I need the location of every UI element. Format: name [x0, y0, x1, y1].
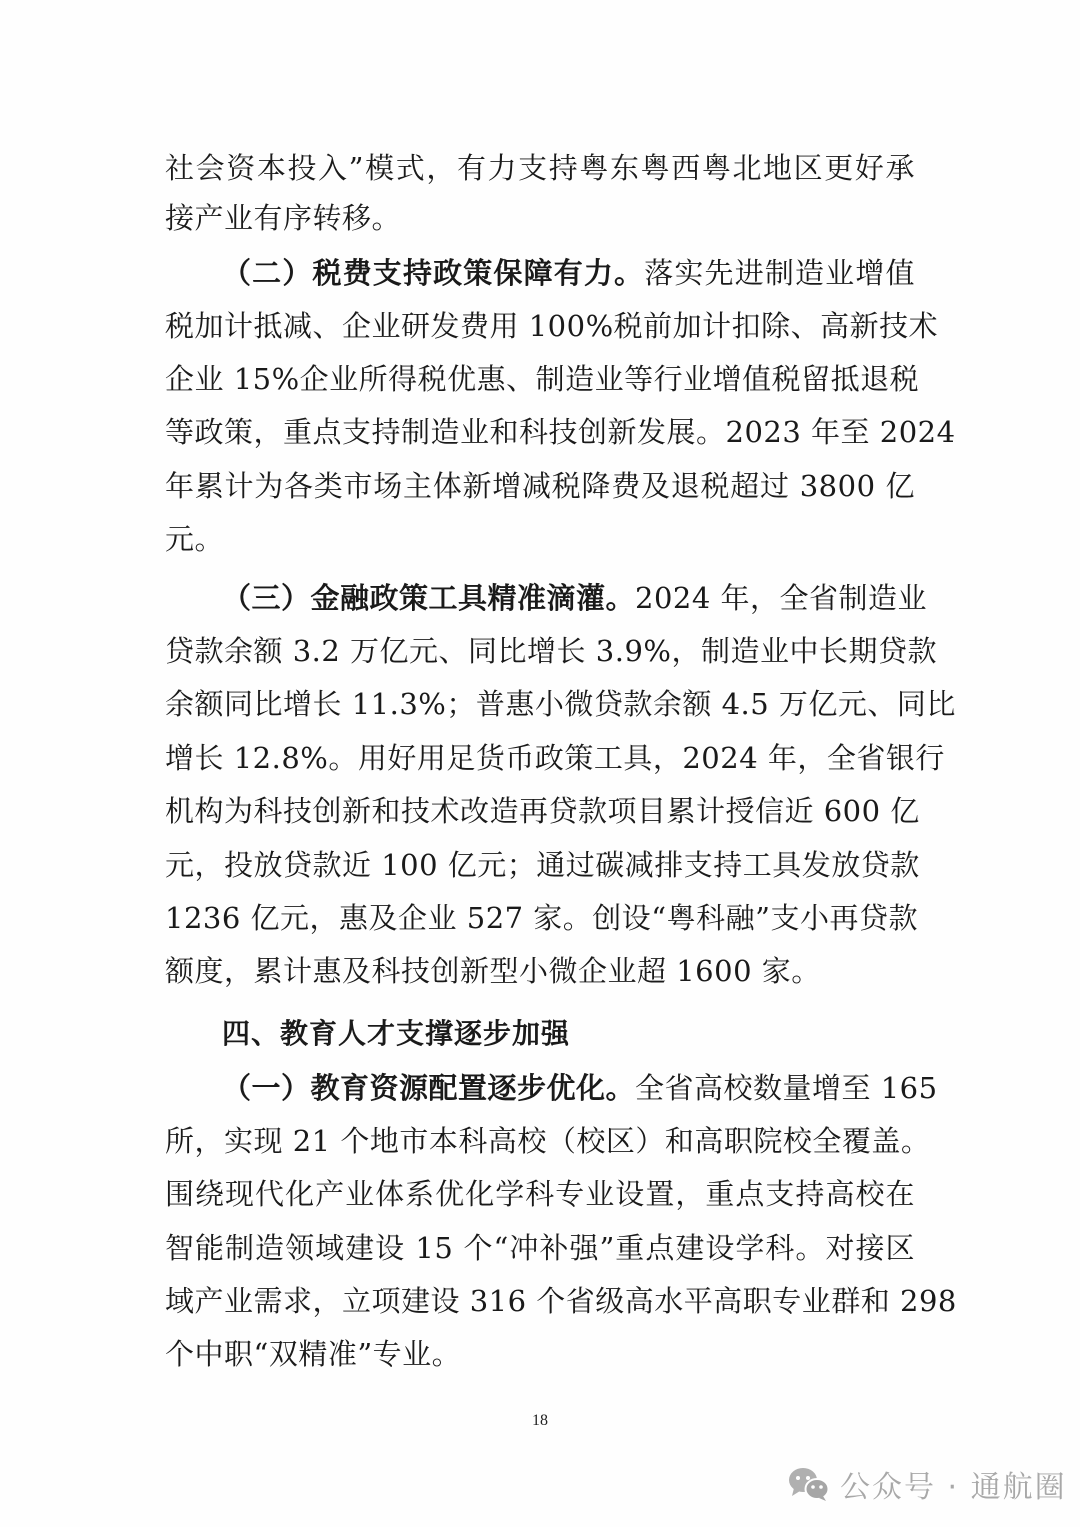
body-line: 所，实现 21 个地市本科高校（校区）和高职院校全覆盖。 [165, 1124, 931, 1158]
body-text: 全省高校数量增至 165 [635, 1071, 938, 1105]
subsection-title: （二）税费支持政策保障有力。 [222, 256, 645, 290]
body-line: 智能制造领域建设 15 个“冲补强”重点建设学科。对接区 [165, 1231, 915, 1265]
section-heading: 四、教育人才支撑逐步加强 [222, 1017, 571, 1050]
body-line: 社会资本投入”模式，有力支持粤东粤西粤北地区更好承 [165, 151, 915, 185]
paragraph-financial-tools [222, 578, 928, 618]
body-line: 余额同比增长 11.3%；普惠小微贷款余额 4.5 万亿元、同比 [165, 687, 956, 721]
body-line: 个中职“双精准”专业。 [165, 1337, 462, 1371]
body-line: 增长 12.8%。用好用足货币政策工具，2024 年，全省银行 [165, 741, 945, 775]
body-line: 额度，累计惠及科技创新型小微企业超 1600 家。 [165, 954, 821, 988]
body-line: 域产业需求，立项建设 316 个省级高水平高职专业群和 298 [165, 1284, 957, 1318]
body-line: 税加计抵减、企业研发费用 100%税前加计扣除、高新技术 [165, 309, 939, 343]
body-line: 接产业有序转移。 [165, 201, 402, 235]
body-line: 年累计为各类市场主体新增减税降费及退税超过 3800 亿 [165, 469, 915, 503]
subsection-title: （一）教育资源配置逐步优化。 [222, 1071, 636, 1105]
page-number: 18 [532, 1412, 548, 1429]
body-text: 落实先进制造业增值 [644, 256, 915, 290]
paragraph-education-resources [222, 1068, 938, 1108]
watermark-text: 公众号 · 通航圈 [840, 1470, 1067, 1505]
body-line: 机构为科技创新和技术改造再贷款项目累计授信近 600 亿 [165, 794, 920, 828]
body-line: 企业 15%企业所得税优惠、制造业等行业增值税留抵退税 [165, 362, 920, 396]
body-line: 等政策，重点支持制造业和科技创新发展。2023 年至 2024 [165, 415, 956, 449]
body-line: 围绕现代化产业体系优化学科专业设置，重点支持高校在 [165, 1177, 915, 1211]
body-line: 贷款余额 3.2 万亿元、同比增长 3.9%，制造业中长期贷款 [165, 634, 937, 668]
watermark [788, 1462, 1067, 1506]
paragraph-tax-support [222, 253, 915, 293]
subsection-title: （三）金融政策工具精准滴灌。 [222, 581, 636, 615]
body-line: 元。 [165, 522, 225, 556]
body-text: 2024 年，全省制造业 [635, 581, 928, 615]
wechat-icon [788, 1466, 830, 1502]
body-line: 元，投放贷款近 100 亿元；通过碳减排支持工具发放贷款 [165, 848, 920, 882]
body-line: 1236 亿元，惠及企业 527 家。创设“粤科融”支小再贷款 [165, 901, 918, 935]
